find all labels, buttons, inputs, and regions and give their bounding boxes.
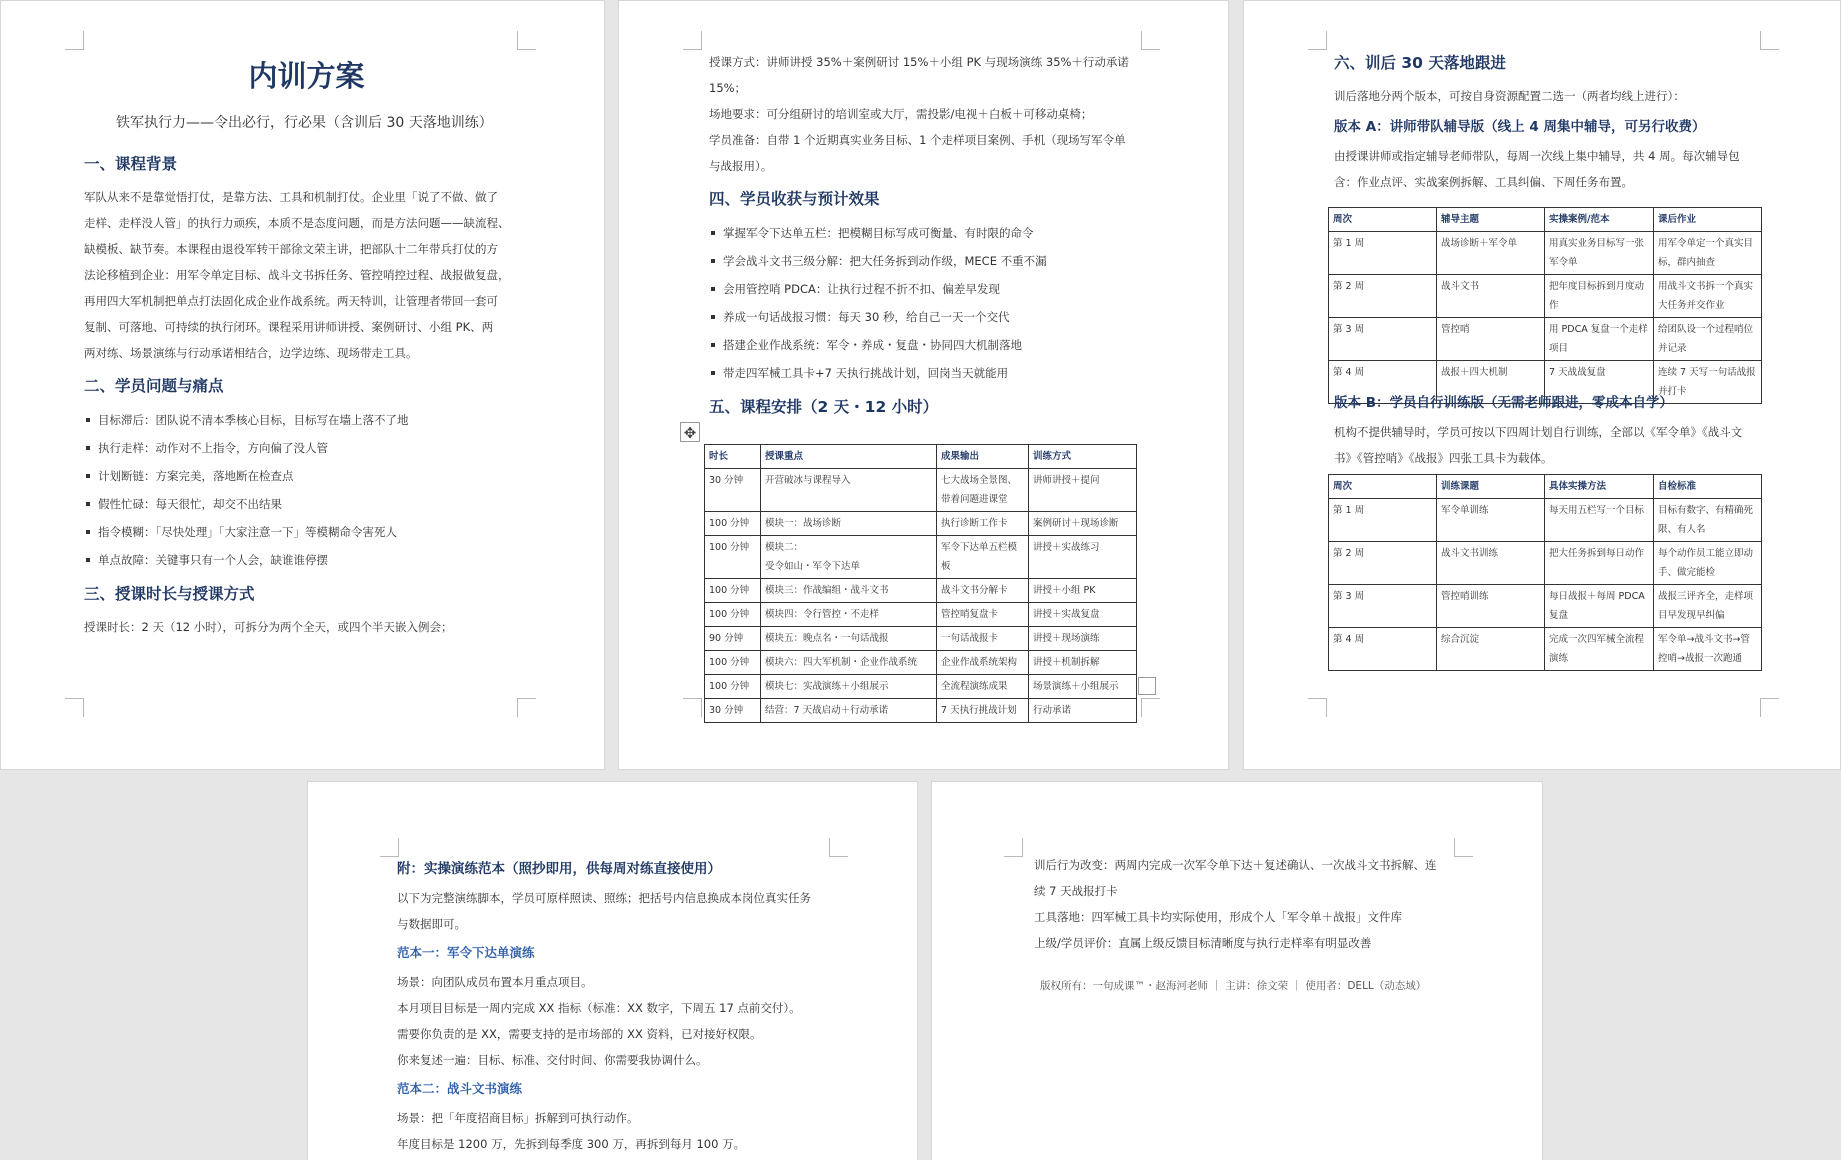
table-row: [1329, 542, 1762, 585]
table-cell: 用 PDCA 复盘一个走样项目: [1545, 318, 1654, 361]
section-heading-schedule: 五、课程安排（2 天・12 小时）: [709, 398, 939, 417]
table-cell: 7 天执行挑战计划: [937, 699, 1029, 723]
table-cell: 每个动作员工能立即动手、做完能检: [1654, 542, 1762, 585]
paragraph-line: 15%；: [709, 81, 747, 95]
table-cell: 模块一：战场诊断: [761, 512, 937, 536]
table-cell: 管控哨训练: [1437, 585, 1545, 628]
table-cell: 100 分钟: [705, 603, 761, 627]
document-subtitle: 铁军执行力——令出必行，行必果（含训后 30 天落地训练）: [116, 114, 493, 131]
table-cell: 战场诊断＋军令单: [1437, 232, 1545, 275]
table-row: [1329, 275, 1762, 318]
table-row: [1329, 628, 1762, 671]
table-cell: 管控哨: [1437, 318, 1545, 361]
table-row: [1329, 232, 1762, 275]
table-header-row: [1329, 475, 1762, 499]
list-item: 掌握军令下达单五栏：把模糊目标写成可衡量、有时限的命令: [709, 219, 1169, 247]
table-cell: 七大战场全景图、带着问题进课堂: [937, 469, 1029, 512]
paragraph-line: 以下为完整演练脚本，学员可原样照读、照练；把括号内信息换成本岗位真实任务: [397, 891, 811, 905]
schedule-table: [704, 444, 1137, 723]
table-header-cell: 训练课题: [1437, 475, 1545, 499]
paragraph-line: 书》《管控哨》《战报》四张工具卡为载体。: [1334, 451, 1553, 465]
paragraph-line: 再用四大军机制把单点打法固化成企业作战系统。两天特训，让管理者带回一套可: [84, 293, 498, 308]
list-item: 执行走样：动作对不上指令，方向偏了没人管: [84, 434, 529, 462]
table-cell: 每天用五栏写一个目标: [1545, 499, 1654, 542]
document-page-5: [931, 781, 1543, 1160]
table-cell: 把年度目标拆到月度动作: [1545, 275, 1654, 318]
crop-mark: [380, 838, 399, 857]
crop-mark: [1141, 31, 1160, 50]
pain-points-list: [84, 406, 529, 574]
list-item: 单点故障：关键事只有一个人会，缺谁谁停摆: [84, 546, 529, 574]
table-cell: 执行诊断工作卡: [937, 512, 1029, 536]
paragraph-line: 训后行为改变：两周内完成一次军令单下达＋复述确认、一次战斗文书拆解、连: [1034, 858, 1437, 872]
table-move-handle-icon[interactable]: ✥: [680, 422, 700, 442]
table-row: [705, 627, 1137, 651]
paragraph-line: 与战报用）。: [709, 159, 773, 173]
table-cell: 一句话战报卡: [937, 627, 1029, 651]
table-cell: 7 天战战复盘: [1545, 361, 1654, 404]
table-cell: 第 2 周: [1329, 275, 1437, 318]
table-cell: 100 分钟: [705, 675, 761, 699]
table-cell: 行动承诺: [1029, 699, 1137, 723]
table-cell: 军令单→战斗文书→管控哨→战报一次跑通: [1654, 628, 1762, 671]
table-cell: 结营：7 天战启动＋行动承诺: [761, 699, 937, 723]
table-cell: 第 2 周: [1329, 542, 1437, 585]
version-a-table: [1328, 207, 1762, 404]
paragraph-line: 授课方式：讲师讲授 35%＋案例研讨 15%＋小组 PK 与现场演练 35%＋行动承诺: [709, 55, 1129, 69]
table-header-cell: 授课重点: [761, 445, 937, 469]
table-header-cell: 实操案例/范本: [1545, 208, 1654, 232]
paragraph-line: 走样、走样没人管」的执行力顽疾，本质不是态度问题，而是方法问题——缺流程、: [84, 215, 510, 230]
table-cell: 管控哨复盘卡: [937, 603, 1029, 627]
example-two-heading: 范本二：战斗文书演练: [397, 1081, 523, 1096]
table-cell: 综合沉淀: [1437, 628, 1545, 671]
paragraph-line: 续 7 天战报打卡: [1034, 884, 1118, 898]
paragraph-line: 场地要求：可分组研讨的培训室或大厅，需投影/电视＋白板＋可移动桌椅；: [709, 107, 1093, 121]
document-page-2: [618, 0, 1229, 770]
table-cell: 第 1 周: [1329, 232, 1437, 275]
document-title: 内训方案: [248, 59, 365, 93]
paragraph-line: 含：作业点评、实战案例拆解、工具纠偏、下周任务布置。: [1334, 175, 1633, 190]
table-cell: 讲师讲授＋提问: [1029, 469, 1137, 512]
table-cell: 用战斗文书拆一个真实大任务并交作业: [1654, 275, 1762, 318]
table-cell: 100 分钟: [705, 651, 761, 675]
table-row: [705, 536, 1137, 579]
table-cell: 100 分钟: [705, 512, 761, 536]
table-row: [705, 699, 1137, 723]
table-header-cell: 辅导主题: [1437, 208, 1545, 232]
table-cell: 场景演练＋小组展示: [1029, 675, 1137, 699]
table-row: [705, 651, 1137, 675]
outcomes-list: [709, 219, 1169, 387]
table-row: [1329, 499, 1762, 542]
table-cell: 用真实业务目标写一张军令单: [1545, 232, 1654, 275]
list-item: 养成一句话战报习惯：每天 30 秒，给自己一天一个交代: [709, 303, 1169, 331]
paragraph-line: 场景：向团队成员布置本月重点项目。: [397, 975, 593, 989]
table-cell: 开营破冰与课程导入: [761, 469, 937, 512]
section-heading-followup: 六、训后 30 天落地跟进: [1334, 54, 1506, 72]
list-item: 带走四军械工具卡+7 天执行挑战计划，回岗当天就能用: [709, 359, 1169, 387]
paragraph-line: 上级/学员评价：直属上级反馈目标清晰度与执行走样率有明显改善: [1034, 936, 1372, 950]
table-cell: 战斗文书训练: [1437, 542, 1545, 585]
crop-mark: [65, 31, 84, 50]
section-heading-pain-points: 二、学员问题与痛点: [84, 376, 224, 395]
crop-mark: [517, 31, 536, 50]
section-heading-background: 一、课程背景: [84, 154, 178, 173]
paragraph-line: 本月项目目标是一周内完成 XX 指标（标准：XX 数字，下周五 17 点前交付）。: [397, 1001, 801, 1015]
table-row: [1329, 318, 1762, 361]
table-header-cell: 成果输出: [937, 445, 1029, 469]
table-cell: 用军令单定一个真实目标，群内抽查: [1654, 232, 1762, 275]
appendix-heading: 附：实操演练范本（照抄即用，供每周对练直接使用）: [397, 861, 721, 877]
list-item: 搭建企业作战系统：军令・养成・复盘・协同四大机制落地: [709, 331, 1169, 359]
table-cell: 100 分钟: [705, 579, 761, 603]
crop-mark: [683, 31, 702, 50]
list-item: 目标滞后：团队说不清本季核心目标，目标写在墙上落不了地: [84, 406, 529, 434]
table-cell: 把大任务拆到每日动作: [1545, 542, 1654, 585]
table-cell: 讲授＋小组 PK: [1029, 579, 1137, 603]
table-cell: 30 分钟: [705, 699, 761, 723]
table-cell: 讲授＋实战练习: [1029, 536, 1137, 579]
crop-mark: [1308, 31, 1327, 50]
table-cell: 模块六：四大军机制・企业作战系统: [761, 651, 937, 675]
paragraph-line: 由授课讲师或指定辅导老师带队，每周一次线上集中辅导，共 4 周。每次辅导包: [1334, 149, 1740, 164]
list-item: 指令模糊：「尽快处理」「大家注意一下」等模糊命令害死人: [84, 518, 529, 546]
table-cell: 第 3 周: [1329, 318, 1437, 361]
table-row: [705, 469, 1137, 512]
example-one-heading: 范本一：军令下达单演练: [397, 945, 535, 960]
table-header-cell: 训练方式: [1029, 445, 1137, 469]
table-cell: 第 1 周: [1329, 499, 1437, 542]
table-row: [705, 603, 1137, 627]
crop-mark: [1141, 698, 1160, 717]
table-cell: 讲授＋实战复盘: [1029, 603, 1137, 627]
paragraph-line: 年度目标是 1200 万，先拆到每季度 300 万，再拆到每月 100 万。: [397, 1137, 746, 1151]
version-a-heading: 版本 A：讲师带队辅导版（线上 4 周集中辅导，可另行收费）: [1334, 119, 1706, 136]
table-row: [705, 675, 1137, 699]
table-cell: 第 3 周: [1329, 585, 1437, 628]
paragraph-line: 学员准备：自带 1 个近期真实业务目标、1 个走样项目案例、手机（现场写军令单: [709, 133, 1126, 147]
table-header-cell: 自检标准: [1654, 475, 1762, 499]
paragraph-line: 你来复述一遍：目标、标准、交付时间、你需要我协调什么。: [397, 1053, 708, 1067]
list-item: 计划断链：方案完美，落地断在检查点: [84, 462, 529, 490]
paragraph-line: 需要你负责的是 XX，需要支持的是市场部的 XX 资料，已对接好权限。: [397, 1027, 762, 1041]
table-header-cell: 具体实操方法: [1545, 475, 1654, 499]
table-cell: 模块四：令行管控・不走样: [761, 603, 937, 627]
crop-mark: [65, 698, 84, 717]
list-item: 假性忙碌：每天很忙，却交不出结果: [84, 490, 529, 518]
paragraph-line: 训后落地分两个版本，可按自身资源配置二选一（两者均线上进行）：: [1334, 89, 1685, 104]
table-cell: 目标有数字、有精确死限、有人名: [1654, 499, 1762, 542]
crop-mark: [1004, 838, 1023, 857]
table-row: [705, 579, 1137, 603]
document-page-4: [307, 781, 918, 1160]
table-row: [1329, 585, 1762, 628]
table-cell: 连续 7 天写一句话战报并打卡: [1654, 361, 1762, 404]
paragraph-line: 与数据即可。: [397, 917, 466, 931]
table-cell: 30 分钟: [705, 469, 761, 512]
table-header-cell: 周次: [1329, 475, 1437, 499]
paragraph-line: 机构不提供辅导时，学员可按以下四周计划自行训练，全部以《军令单》《战斗文: [1334, 425, 1743, 439]
paragraph-line: 缺模板、缺节奏。本课程由退役军转干部徐文荣主讲，把部队十二年带兵打仗的方: [84, 241, 498, 256]
table-header-cell: 周次: [1329, 208, 1437, 232]
table-cell: 军令下达单五栏模板: [937, 536, 1029, 579]
paragraph-line: 法论移植到企业：用军令单定目标、战斗文书拆任务、管控哨控过程、战报做复盘，: [84, 267, 510, 282]
table-cell: 战斗文书分解卡: [937, 579, 1029, 603]
table-cell: 每日战报＋每周 PDCA 复盘: [1545, 585, 1654, 628]
copyright-footer: 版权所有：一句成课™・赵海河老师 ｜ 主讲：徐文荣 ｜ 使用者：DELL（动态域）: [1040, 980, 1427, 992]
table-resize-handle[interactable]: [1138, 677, 1156, 695]
crop-mark: [1308, 698, 1327, 717]
table-cell: 战报三评齐全，走样项目早发现早纠偏: [1654, 585, 1762, 628]
crop-mark: [1760, 698, 1779, 717]
version-b-heading: 版本 B：学员自行训练版（无需老师跟进，零成本自学）: [1334, 395, 1673, 411]
table-cell: 给团队设一个过程哨位并记录: [1654, 318, 1762, 361]
table-cell: 模块七：实战演练＋小组展示: [761, 675, 937, 699]
table-cell: 全流程演练成果: [937, 675, 1029, 699]
crop-mark: [683, 698, 702, 717]
table-cell: 案例研讨＋现场诊断: [1029, 512, 1137, 536]
paragraph-line: 工具落地：四军械工具卡均实际使用，形成个人「军令单＋战报」文件库: [1034, 910, 1402, 924]
table-cell: 90 分钟: [705, 627, 761, 651]
table-cell: 战斗文书: [1437, 275, 1545, 318]
table-cell: 讲授＋现场演练: [1029, 627, 1137, 651]
table-cell: 模块二： 受令如山・军令下达单: [761, 536, 937, 579]
section-heading-duration: 三、授课时长与授课方式: [84, 585, 255, 604]
table-cell: 军令单训练: [1437, 499, 1545, 542]
crop-mark: [829, 838, 848, 857]
table-header-cell: 时长: [705, 445, 761, 469]
section-heading-outcomes: 四、学员收获与预计效果: [709, 190, 880, 208]
table-header-cell: 课后作业: [1654, 208, 1762, 232]
document-page-1: [0, 0, 605, 770]
document-page-3: [1243, 0, 1841, 770]
table-cell: 模块三：作战编组・战斗文书: [761, 579, 937, 603]
table-cell: 战报＋四大机制: [1437, 361, 1545, 404]
table-cell: 企业作战系统架构: [937, 651, 1029, 675]
table-cell: 模块五：晚点名・一句话战报: [761, 627, 937, 651]
table-cell: 讲授＋机制拆解: [1029, 651, 1137, 675]
list-item: 学会战斗文书三级分解：把大任务拆到动作级，MECE 不重不漏: [709, 247, 1169, 275]
table-row: [705, 512, 1137, 536]
table-header-row: [1329, 208, 1762, 232]
list-item: 会用管控哨 PDCA：让执行过程不折不扣、偏差早发现: [709, 275, 1169, 303]
version-b-table: [1328, 474, 1762, 671]
crop-mark: [1760, 31, 1779, 50]
table-cell: 第 4 周: [1329, 628, 1437, 671]
crop-mark: [517, 698, 536, 717]
paragraph-line: 场景：把「年度招商目标」拆解到可执行动作。: [397, 1111, 639, 1125]
paragraph-line: 军队从来不是靠觉悟打仗，是靠方法、工具和机制打仗。企业里「说了不做、做了: [84, 189, 498, 204]
paragraph-line: 复制、可落地、可持续的执行闭环。课程采用讲师讲授、案例研讨、小组 PK、两: [84, 319, 494, 334]
section-background-body: [84, 184, 529, 366]
table-cell: 100 分钟: [705, 536, 761, 579]
table-header-row: [705, 445, 1137, 469]
paragraph-line: 两对练、场景演练与行动承诺相结合，边学边练、现场带走工具。: [84, 345, 418, 360]
table-cell: 第 4 周: [1329, 361, 1437, 404]
paragraph-line: 授课时长：2 天（12 小时），可拆分为两个全天，或四个半天嵌入例会；: [84, 620, 453, 635]
table-cell: 完成一次四军械全流程演练: [1545, 628, 1654, 671]
